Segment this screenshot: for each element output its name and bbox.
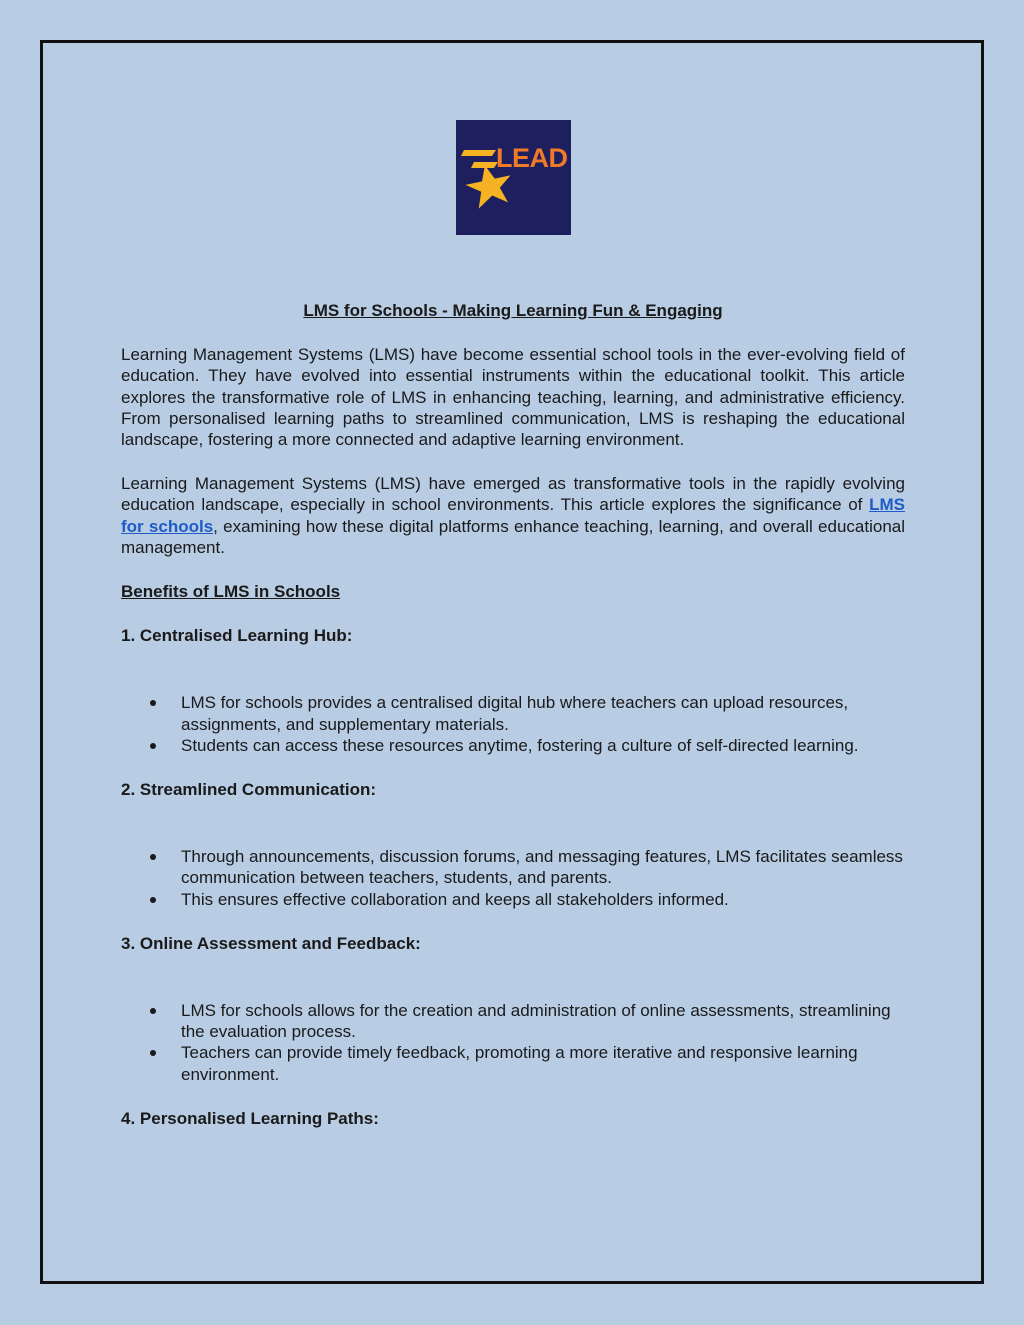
second-paragraph	[121, 473, 905, 558]
svg-text:LEAD: LEAD	[496, 143, 568, 173]
list-item	[181, 1000, 905, 1042]
bullet-text: This ensures effective collaboration and keeps all stakeholders informed.	[181, 889, 729, 909]
bullet-text: Through announcements, discussion forums, and messaging features, LMS facilitates seamless communication between teachers, students, and parents.	[181, 847, 903, 888]
section-2-bullets	[121, 846, 905, 910]
page-frame	[40, 40, 984, 1284]
bullet-icon	[150, 700, 156, 706]
list-item	[181, 692, 905, 734]
second-paragraph-text-start: Learning Management Systems (LMS) have emerged as transformative tools in the rapidly evolving education landscape, especially in school environments. This article explores the significance of	[121, 474, 905, 515]
section-3-heading: 3. Online Assessment and Feedback:	[121, 933, 421, 953]
bullet-text: Students can access these resources anytime, fostering a culture of self-directed learning.	[181, 735, 859, 755]
bullet-icon	[150, 1008, 156, 1014]
bullet-icon	[150, 743, 156, 749]
bullet-text: LMS for schools allows for the creation and administration of online assessments, streamlining the evaluation process.	[181, 1001, 891, 1042]
section-4-heading: 4. Personalised Learning Paths:	[121, 1108, 379, 1128]
section-1-heading: 1. Centralised Learning Hub:	[121, 626, 353, 646]
list-item	[181, 846, 905, 888]
section-2-heading: 2. Streamlined Communication:	[121, 780, 377, 800]
document-title: LMS for Schools - Making Learning Fun & Engaging	[303, 301, 723, 320]
bullet-text: LMS for schools provides a centralised digital hub where teachers can upload resources, assignments, and supplementary materials.	[181, 693, 849, 734]
section-3-bullets	[121, 1000, 905, 1085]
bullet-icon	[150, 1050, 156, 1056]
second-paragraph-text-end: , examining how these digital platforms enhance teaching, learning, and overall educational management.	[121, 516, 906, 557]
section-1-bullets	[121, 692, 905, 756]
list-item	[181, 889, 905, 910]
lms-for-schools-link[interactable]: LMS for schools	[121, 495, 905, 536]
benefits-heading: Benefits of LMS in Schools	[121, 582, 341, 602]
document-body	[121, 300, 905, 1175]
lead-logo	[456, 120, 571, 235]
lead-logo-graphic	[456, 120, 571, 235]
bullet-icon	[150, 854, 156, 860]
bullet-icon	[150, 897, 156, 903]
list-item	[181, 1042, 905, 1084]
intro-paragraph: Learning Management Systems (LMS) have become essential school tools in the ever-evolving field of education. They have evolved into essential instruments within the educational toolkit. This article explores the transformative role of LMS in enhancing teaching, learning, and administrative efficiency. From personalised learning paths to streamlined communication, LMS is reshaping the educational landscape, fostering a more connected and adaptive learning environment.	[121, 345, 905, 450]
bullet-text: Teachers can provide timely feedback, promoting a more iterative and responsive learning environment.	[181, 1043, 858, 1084]
list-item	[181, 735, 905, 756]
